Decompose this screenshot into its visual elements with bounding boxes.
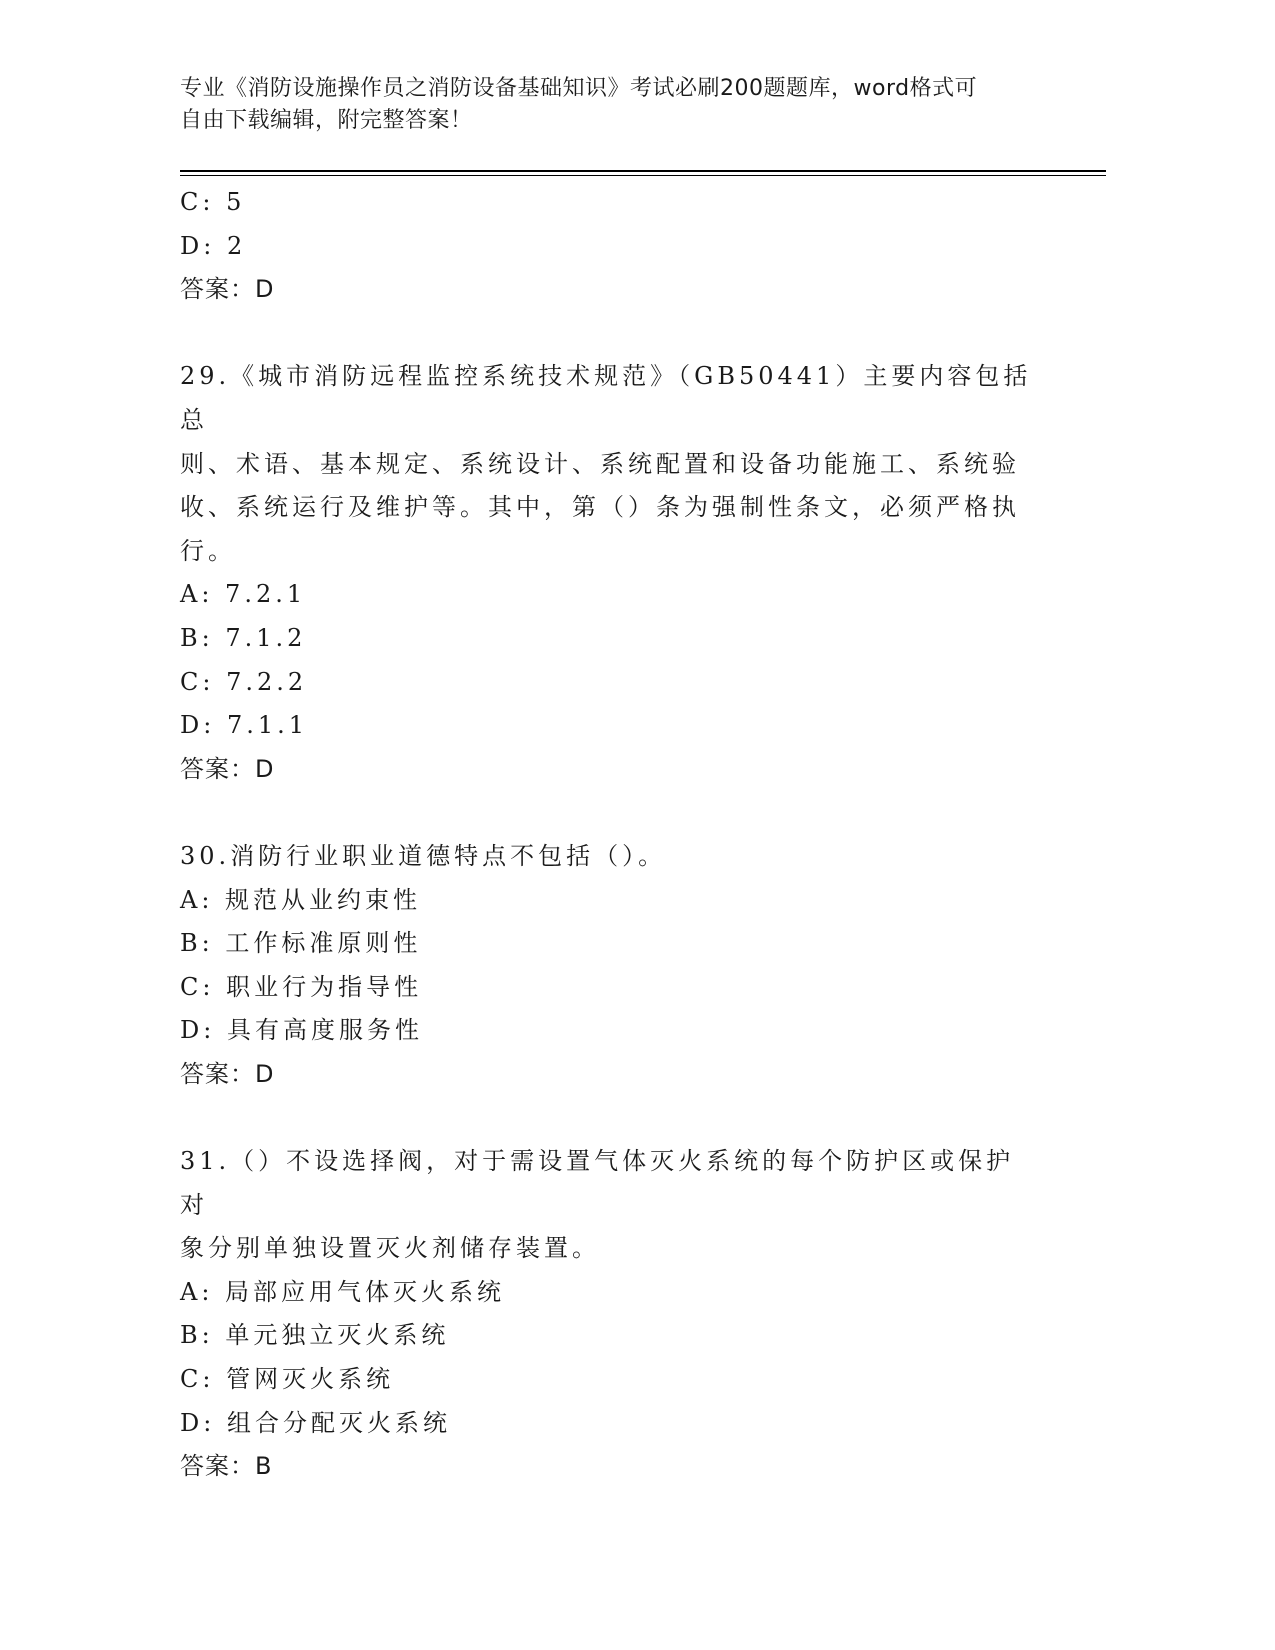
header-line-2: 自由下载编辑，附完整答案！: [180, 108, 473, 133]
header-line-1: 专业《消防设施操作员之消防设备基础知识》考试必刷200题题库，word格式可: [180, 76, 978, 101]
option-c: C: 5: [180, 188, 246, 216]
option-b: B: 工作标准原则性: [180, 929, 422, 958]
option-c: C: 职业行为指导性: [180, 972, 423, 1001]
question-text-line: 则、术语、基本规定、系统设计、系统配置和设备功能施工、系统验: [180, 449, 1020, 478]
answer: 答案：D: [180, 1059, 275, 1088]
option-d: D: 2: [180, 231, 247, 260]
question-text-line: 象分别单独设置灭火剂储存装置。: [180, 1234, 600, 1263]
answer: 答案：B: [180, 1452, 273, 1481]
option-c: C: 管网灭火系统: [180, 1365, 395, 1394]
option-a: A: 局部应用气体灭火系统: [180, 1277, 506, 1306]
header-rule-thick: [180, 170, 1106, 172]
previous-question-tail: [180, 181, 1040, 312]
option-b: B: 单元独立灭火系统: [180, 1321, 450, 1350]
answer: 答案：D: [180, 754, 275, 783]
option-c: C: 7.2.2: [180, 667, 308, 696]
question-text-line: 收、系统运行及维护等。其中，第（）条为强制性条文，必须严格执: [180, 493, 1020, 522]
spacer: [180, 312, 1040, 356]
option-d: D: 具有高度服务性: [180, 1016, 423, 1045]
option-a: A: 规范从业约束性: [180, 885, 422, 914]
question-29: [180, 355, 1040, 791]
option-a: A: 7.2.1: [180, 580, 307, 609]
option-b: B: 7.1.2: [180, 623, 307, 652]
spacer: [180, 1096, 1040, 1140]
question-text-line: 29.《城市消防远程监控系统技术规范》（GB50441）主要内容包括总: [180, 362, 1032, 434]
answer: 答案：D: [180, 275, 275, 304]
question-31: [180, 1140, 1040, 1489]
question-text-line: 30.消防行业职业道德特点不包括（）。: [180, 841, 667, 870]
question-30: [180, 835, 1040, 1097]
question-text-line: 行。: [180, 536, 236, 565]
option-d: D: 组合分配灭火系统: [180, 1408, 451, 1437]
header-rule-thin: [180, 175, 1106, 176]
option-d: D: 7.1.1: [180, 711, 309, 740]
question-text-line: 31.（）不设选择阀，对于需设置气体灭火系统的每个防护区或保护对: [180, 1147, 1015, 1219]
question-list: [180, 181, 1040, 1489]
spacer: [180, 791, 1040, 835]
document-header: [180, 73, 1040, 137]
